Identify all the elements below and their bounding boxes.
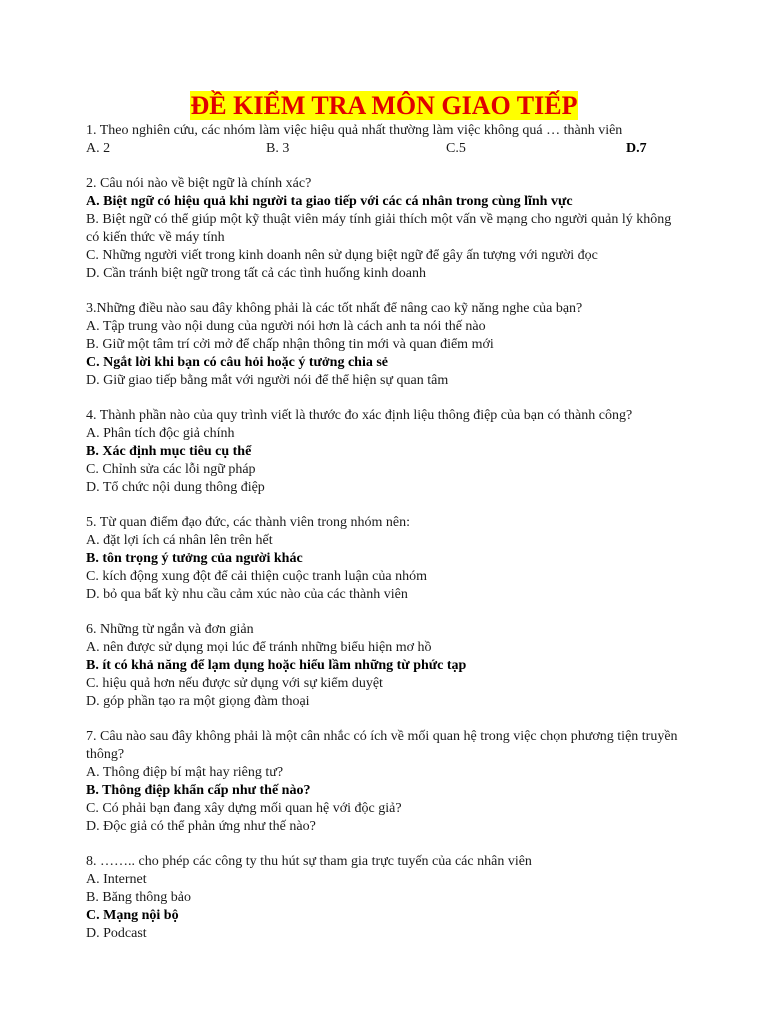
question-text: 8. …….. cho phép các công ty thu hút sự tham gia trực tuyến của các nhân viên <box>86 854 532 869</box>
question-text: 3.Những điều nào sau đây không phải là các tốt nhất để nâng cao kỹ năng nghe của bạn? <box>86 301 583 316</box>
option-a: A. Thông điệp bí mật hay riêng tư? <box>86 765 284 780</box>
question-2 <box>86 175 686 283</box>
option-c: C. hiệu quả hơn nếu được sử dụng với sự kiểm duyệt <box>86 676 383 691</box>
option-b: B. Băng thông bảo <box>86 890 191 905</box>
option-b: B. Biệt ngữ có thể giúp một kỹ thuật viên máy tính giải thích một vấn về mạng cho người quản lý không có kiến thức về máy tính <box>86 212 672 245</box>
option-d: D. góp phần tạo ra một giọng đàm thoại <box>86 694 310 709</box>
question-1 <box>86 122 686 158</box>
option-b: B. Xác định mục tiêu cụ thể <box>86 444 252 459</box>
option-a: A. đặt lợi ích cá nhân lên trên hết <box>86 533 273 548</box>
option-d: D. Tổ chức nội dung thông điệp <box>86 480 265 495</box>
option-a: A. Biệt ngữ có hiệu quả khi người ta giao tiếp với các cá nhân trong cùng lĩnh vực <box>86 194 573 209</box>
option-d: D.7 <box>626 141 647 156</box>
question-4 <box>86 407 686 497</box>
question-6 <box>86 621 686 711</box>
option-b: B. Giữ một tâm trí cởi mở để chấp nhận thông tin mới và quan điểm mới <box>86 337 494 352</box>
option-b: B. Thông điệp khẩn cấp như thế nào? <box>86 783 311 798</box>
option-d: D. Giữ giao tiếp bằng mắt với người nói để thể hiện sự quan tâm <box>86 373 449 388</box>
option-a: A. Tập trung vào nội dung của người nói hơn là cách anh ta nói thế nào <box>86 319 486 334</box>
question-5 <box>86 514 686 604</box>
question-3 <box>86 300 686 390</box>
question-text: 5. Từ quan điểm đạo đức, các thành viên trong nhóm nên: <box>86 515 411 530</box>
question-8 <box>86 853 686 943</box>
option-c: C. Có phải bạn đang xây dựng mối quan hệ với độc giả? <box>86 801 402 816</box>
option-d: D. Cần tránh biệt ngữ trong tất cả các tình huống kinh doanh <box>86 266 427 281</box>
option-c: C. Mạng nội bộ <box>86 908 179 923</box>
question-7 <box>86 728 686 836</box>
question-text: 4. Thành phần nào của quy trình viết là thước đo xác định liệu thông điệp của bạn có thành công? <box>86 408 633 423</box>
question-text: 7. Câu nào sau đây không phải là một cân nhắc có ích về mối quan hệ trong việc chọn phương tiện truyền thông? <box>86 729 678 762</box>
option-b: B. tôn trọng ý tưởng của người khác <box>86 551 303 566</box>
option-c: C.5 <box>446 141 466 156</box>
question-text: 2. Câu nói nào về biệt ngữ là chính xác? <box>86 176 312 191</box>
question-text: 1. Theo nghiên cứu, các nhóm làm việc hiệu quả nhất thường làm việc không quá … thành viên <box>86 123 623 138</box>
option-c: C. Chỉnh sửa các lỗi ngữ pháp <box>86 462 256 477</box>
option-a: A. 2 <box>86 141 111 156</box>
option-d: D. Podcast <box>86 926 147 941</box>
option-row <box>86 140 686 158</box>
option-c: C. Những người viết trong kinh doanh nên sử dụng biệt ngữ để gây ấn tượng với người đọc <box>86 248 598 263</box>
title-container <box>0 91 768 120</box>
option-d: D. Độc giả có thể phản ứng như thế nào? <box>86 819 316 834</box>
option-c: C. Ngắt lời khi bạn có câu hỏi hoặc ý tưởng chia sẻ <box>86 355 388 370</box>
option-b: B. ít có khả năng để lạm dụng hoặc hiểu lầm những từ phức tạp <box>86 658 467 673</box>
option-b: B. 3 <box>266 141 290 156</box>
option-a: A. Internet <box>86 872 147 887</box>
option-d: D. bỏ qua bất kỳ nhu cầu cảm xúc nào của các thành viên <box>86 587 408 602</box>
question-list <box>86 122 686 960</box>
option-a: A. nên được sử dụng mọi lúc để tránh những biểu hiện mơ hồ <box>86 640 432 655</box>
option-a: A. Phân tích độc giả chính <box>86 426 235 441</box>
document-title: ĐỀ KIỂM TRA MÔN GIAO TIẾP <box>190 91 578 120</box>
question-text: 6. Những từ ngắn và đơn giản <box>86 622 254 637</box>
option-c: C. kích động xung đột để cải thiện cuộc tranh luận của nhóm <box>86 569 427 584</box>
